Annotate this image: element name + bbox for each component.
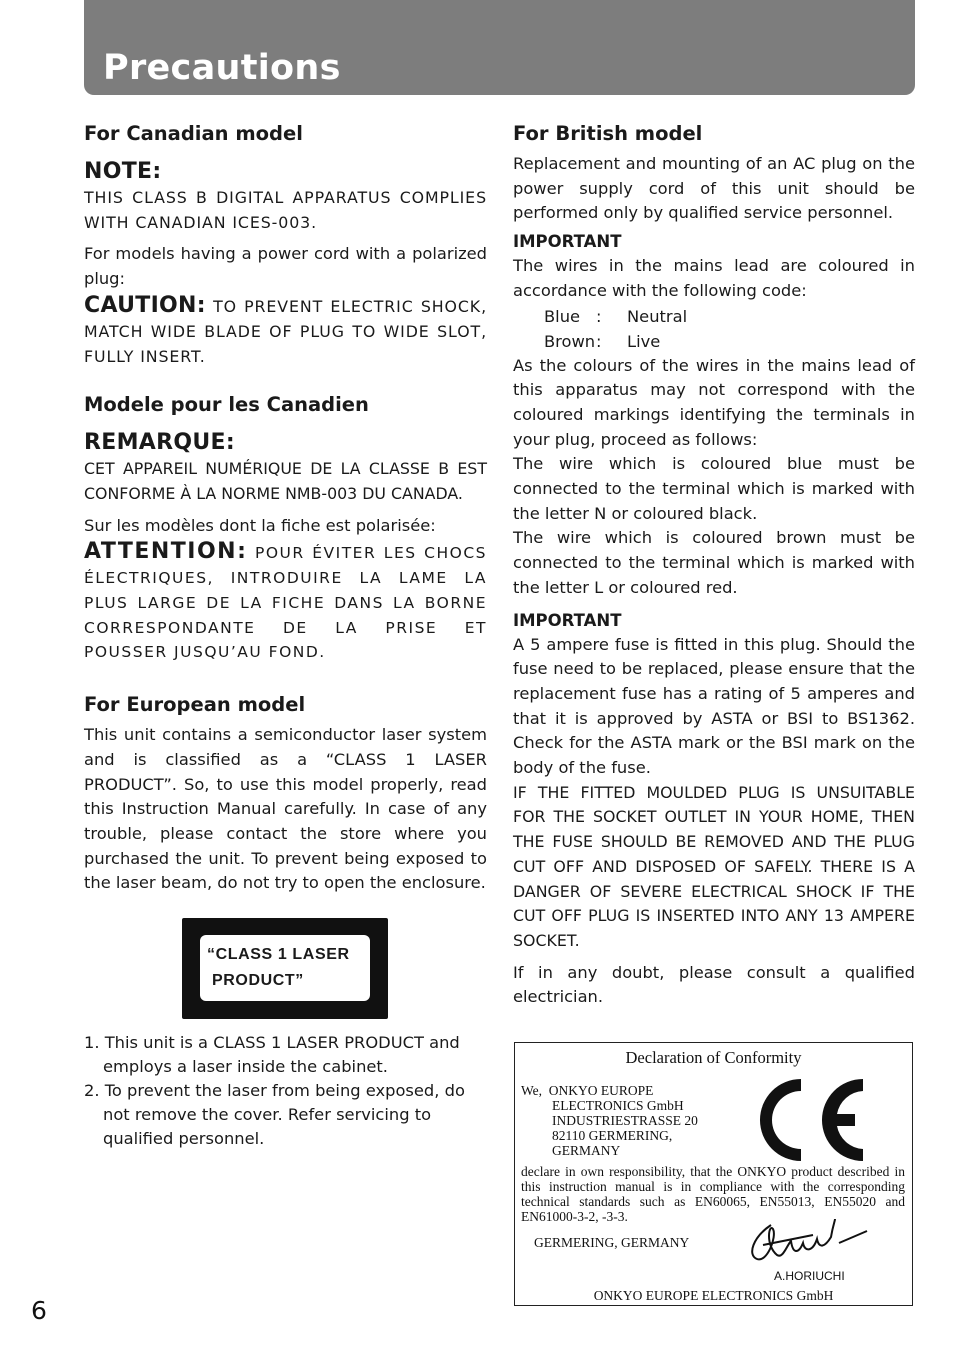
laser-label	[182, 918, 388, 1019]
caution-paragraph	[84, 292, 487, 369]
colours-text: As the colours of the wires in the mains lead of this apparatus may not correspond with the coloured markings identifying the terminals in your plug, proceed as follows:	[513, 355, 915, 449]
address-line: GERMANY	[552, 1143, 621, 1158]
fuse-text: A 5 ampere fuse is fitted in this plug. Should the fuse need to be replaced, please ensure that the replacement fuse has a rating of 5 amperes and that it is approved by ASTA or BSI to BS1362. Check for the ASTA mark or the BSI mark on the body of the fuse.	[513, 634, 915, 778]
laser-label-line1: “CLASS 1 LASER	[207, 946, 350, 964]
declaration-text: declare in own responsibility, that the ONKYO product described in this instruction manual is in compliance with the corresponding technical standards such as EN60065, EN55013, EN55020 and EN61000-3-2, -3-3.	[521, 1164, 905, 1224]
page-header	[84, 0, 915, 95]
page-number: 6	[31, 1296, 47, 1325]
attention-label: ATTENTION:	[84, 539, 248, 565]
address-line: ELECTRONICS GmbH	[552, 1098, 684, 1113]
code-sep: :	[596, 331, 602, 351]
important-label-1: IMPORTANT	[513, 232, 622, 252]
note-text: THIS CLASS B DIGITAL APPARATUS COMPLIES WITH CANADIAN ICES-003.	[84, 188, 487, 232]
declaration-title: Declaration of Conformity	[625, 1048, 802, 1067]
european-text: This unit contains a semiconductor laser system and is classified as a “CLASS 1 LASER PRODUCT”. So, to use this model properly, read this Instruction Manual carefully. In case of any trouble, please contact the store where you purchased the unit. To prevent being exposed to the laser beam, do not try to open the enclosure.	[84, 725, 487, 893]
laser-label-inner	[200, 935, 370, 1001]
signature-icon	[743, 1215, 873, 1267]
declaration-city: GERMERING, GERMANY	[534, 1235, 690, 1250]
laser-label-line2: PRODUCT”	[212, 972, 304, 990]
doubt-text: If in any doubt, please consult a qualified electrician.	[513, 962, 915, 1007]
code-row-brown	[513, 329, 915, 354]
page-title: Precautions	[103, 48, 341, 88]
code-row-blue	[513, 304, 915, 329]
declaration-we: We,	[521, 1083, 543, 1098]
right-column	[513, 118, 915, 1010]
brown-text: The wire which is coloured brown must be connected to the terminal which is marked with the letter L or coloured red.	[513, 528, 915, 597]
canadien-fr-heading: Modele pour les Canadien	[84, 393, 369, 417]
ce-mark-icon	[743, 1073, 873, 1167]
laser-list	[84, 1031, 487, 1151]
caps-warning: IF THE FITTED MOULDED PLUG IS UNSUITABLE FOR THE SOCKET OUTLET IN YOUR HOME, THEN THE FUSE SHOULD BE REMOVED AND THE PLUG CUT OFF AND DISPOSED OF SAFELY. THERE IS A DANGER OF SEVERE ELECTRICAL SHOCK IF THE CUT OFF PLUG IS INSERTED INTO ANY 13 AMPERE SOCKET.	[513, 782, 915, 950]
address-line: ONKYO EUROPE	[548, 1083, 654, 1098]
code-meaning: Live	[627, 331, 661, 351]
attention-text: POUR ÉVITER LES CHOCS ÉLECTRIQUES, INTRODUIRE LA LAME LA PLUS LARGE DE LA FICHE DANS LA BORNE CORRESPONDANTE DE LA PRISE ET POUSSER JUSQU’AU FOND.	[84, 544, 487, 662]
canadian-heading: For Canadian model	[84, 122, 303, 145]
polarisee-text: Sur les modèles dont la fiche est polarisée:	[84, 515, 436, 535]
address-line: INDUSTRIESTRASSE 20	[552, 1113, 698, 1128]
caution-text: TO PREVENT ELECTRIC SHOCK, MATCH WIDE BLADE OF PLUG TO WIDE SLOT, FULLY INSERT.	[84, 296, 487, 366]
signatory-name: A.HORIUCHI	[774, 1269, 845, 1283]
european-heading: For European model	[84, 693, 306, 717]
british-heading: For British model	[513, 122, 703, 145]
british-intro: Replacement and mounting of an AC plug on the power supply cord of this unit should be performed only by qualified service personnel.	[513, 154, 915, 223]
remarque-text: CET APPAREIL NUMÉRIQUE DE LA CLASSE B EST CONFORME À LA NORME NMB-003 DU CANADA.	[84, 459, 487, 503]
code-colour: Blue	[544, 306, 581, 326]
code-meaning: Neutral	[627, 306, 688, 326]
polarized-text: For models having a power cord with a polarized plug:	[84, 244, 487, 289]
remarque-label: REMARQUE:	[84, 430, 235, 456]
code-sep: :	[596, 306, 602, 326]
list-item: 2. To prevent the laser from being exposed, do not remove the cover. Refer servicing to qualified personnel.	[84, 1081, 465, 1149]
declaration-address	[521, 1083, 698, 1158]
wires-text: The wires in the mains lead are coloured in accordance with the following code:	[513, 256, 915, 300]
declaration-box	[514, 1042, 913, 1306]
important-label-2: IMPORTANT	[513, 610, 622, 630]
list-item: 1. This unit is a CLASS 1 LASER PRODUCT and employs a laser inside the cabinet.	[84, 1033, 460, 1077]
address-line: 82110 GERMERING,	[552, 1128, 673, 1143]
left-column	[84, 118, 487, 1151]
attention-paragraph	[84, 538, 487, 665]
note-label: NOTE:	[84, 159, 162, 184]
caution-label: CAUTION:	[84, 292, 206, 318]
code-colour: Brown	[544, 331, 596, 351]
declaration-company: ONKYO EUROPE ELECTRONICS GmbH	[593, 1288, 834, 1303]
blue-text: The wire which is coloured blue must be connected to the terminal which is marked with the letter N or coloured black.	[513, 454, 915, 523]
